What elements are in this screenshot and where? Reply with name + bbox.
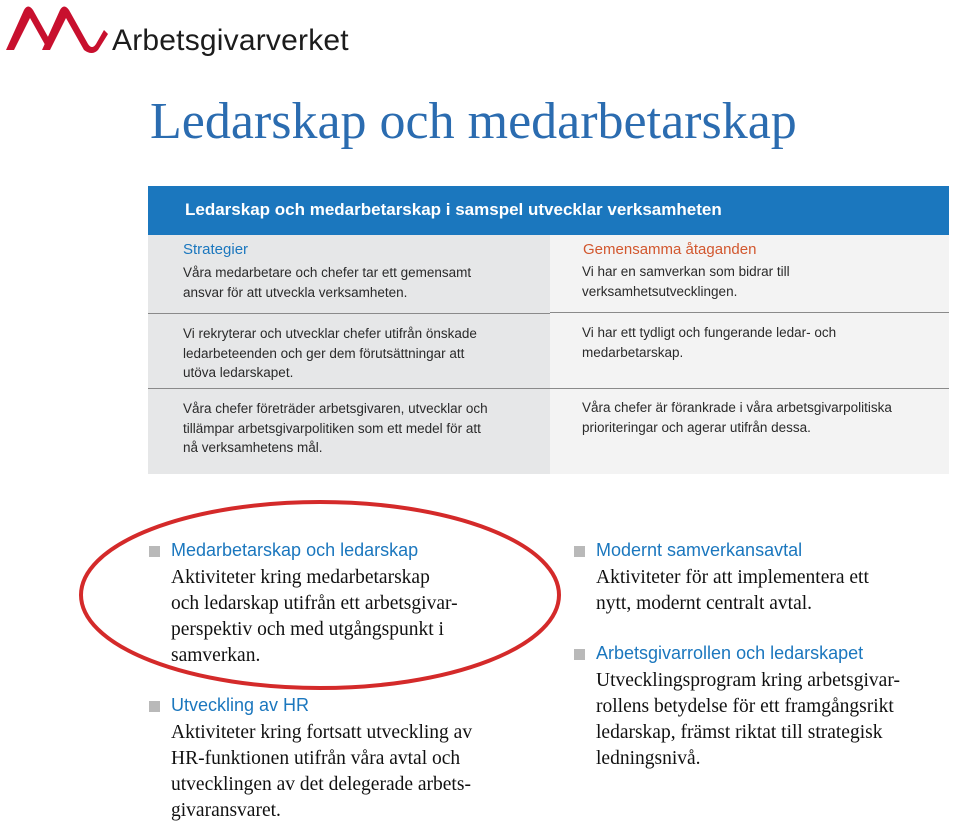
bullet-square-icon bbox=[149, 546, 160, 557]
cell-line: nå verksamhetens mål. bbox=[183, 440, 323, 455]
bullet-heading: Utveckling av HR bbox=[171, 695, 310, 715]
brand-name: Arbetsgivarverket bbox=[112, 24, 349, 57]
cell-line: Vi har en samverkan som bidrar till bbox=[582, 264, 790, 279]
cell-line: utöva ledarskapet. bbox=[183, 365, 294, 380]
cell-line: Våra medarbetare och chefer tar ett gemensamt bbox=[183, 265, 472, 280]
bullet-line: perspektiv och med utgångspunkt i bbox=[171, 619, 444, 640]
page-title: Ledarskap och medarbetarskap bbox=[150, 93, 797, 150]
commitment-cell bbox=[582, 398, 892, 437]
bullet-line: Aktiviteter för att implementera ett bbox=[596, 567, 869, 588]
strategy-cell bbox=[183, 399, 488, 458]
bullet-utveckling-hr bbox=[149, 695, 559, 823]
bullet-line: ledningsnivå. bbox=[596, 748, 701, 769]
cell-line: Våra chefer företräder arbetsgivaren, utvecklar och bbox=[183, 401, 488, 416]
strategy-table bbox=[148, 186, 949, 474]
strategies-column bbox=[148, 235, 550, 474]
bullet-heading: Modernt samverkansavtal bbox=[596, 540, 803, 560]
bullet-body bbox=[596, 565, 869, 617]
cell-line: verksamhetsutvecklingen. bbox=[582, 283, 738, 299]
commitments-column bbox=[550, 235, 949, 474]
cell-line: prioriteringar och agerar utifrån dessa. bbox=[582, 419, 811, 435]
bullet-line: givaransvaret. bbox=[171, 800, 281, 821]
cell-line: medarbetarskap. bbox=[582, 344, 684, 360]
strategies-heading: Strategier bbox=[183, 241, 249, 258]
row-divider bbox=[148, 313, 550, 314]
bullet-arbetsgivarrollen bbox=[574, 643, 960, 773]
bullet-square-icon bbox=[574, 546, 585, 557]
bullet-line: nytt, modernt centralt avtal. bbox=[596, 593, 813, 614]
cell-line: tillämpar arbetsgivarpolitiken som ett medel för att bbox=[183, 420, 481, 436]
bullet-line: Aktiviteter kring medarbetarskap bbox=[171, 567, 430, 588]
row-divider bbox=[148, 388, 550, 389]
bullet-line: Utvecklingsprogram kring arbetsgivar- bbox=[596, 670, 900, 691]
bullet-body bbox=[596, 668, 900, 772]
strategy-cell bbox=[183, 263, 471, 302]
bullet-body bbox=[171, 565, 458, 669]
strategy-cell bbox=[183, 324, 477, 383]
commitments-heading: Gemensamma åtaganden bbox=[583, 241, 757, 258]
arbetsgivarverket-logo-icon bbox=[4, 4, 108, 54]
bullet-square-icon bbox=[149, 701, 160, 712]
bullet-square-icon bbox=[574, 649, 585, 660]
bullet-heading: Arbetsgivarrollen och ledarskapet bbox=[596, 643, 864, 663]
bullet-line: HR-funktionen utifrån våra avtal och bbox=[171, 748, 461, 769]
bullet-line: samverkan. bbox=[171, 645, 261, 666]
cell-line: ansvar för att utveckla verksamheten. bbox=[183, 284, 408, 300]
bullet-samverkansavtal bbox=[574, 540, 960, 620]
cell-line: Våra chefer är förankrade i våra arbetsgivarpolitiska bbox=[582, 400, 892, 415]
bullet-medarbetarskap bbox=[149, 540, 549, 670]
bullet-line: Aktiviteter kring fortsatt utveckling av bbox=[171, 722, 473, 743]
row-divider bbox=[550, 388, 949, 389]
row-divider bbox=[550, 312, 949, 313]
cell-line: ledarbeteenden och ger dem förutsättningar att bbox=[183, 345, 465, 361]
bullet-line: och ledarskap utifrån ett arbetsgivar- bbox=[171, 593, 458, 614]
table-header: Ledarskap och medarbetarskap i samspel utvecklar verksamheten bbox=[148, 186, 949, 235]
commitment-cell bbox=[582, 323, 836, 362]
cell-line: Vi rekryterar och utvecklar chefer utifrån önskade bbox=[183, 326, 477, 341]
bullet-line: rollens betydelse för ett framgångsrikt bbox=[596, 696, 894, 717]
bullet-line: utvecklingen av det delegerade arbets- bbox=[171, 774, 471, 795]
bullet-body bbox=[171, 720, 472, 824]
bullet-heading: Medarbetarskap och ledarskap bbox=[171, 540, 419, 560]
cell-line: Vi har ett tydligt och fungerande ledar- och bbox=[582, 325, 837, 340]
commitment-cell bbox=[582, 262, 790, 301]
bullet-line: ledarskap, främst riktat till strategisk bbox=[596, 722, 883, 743]
